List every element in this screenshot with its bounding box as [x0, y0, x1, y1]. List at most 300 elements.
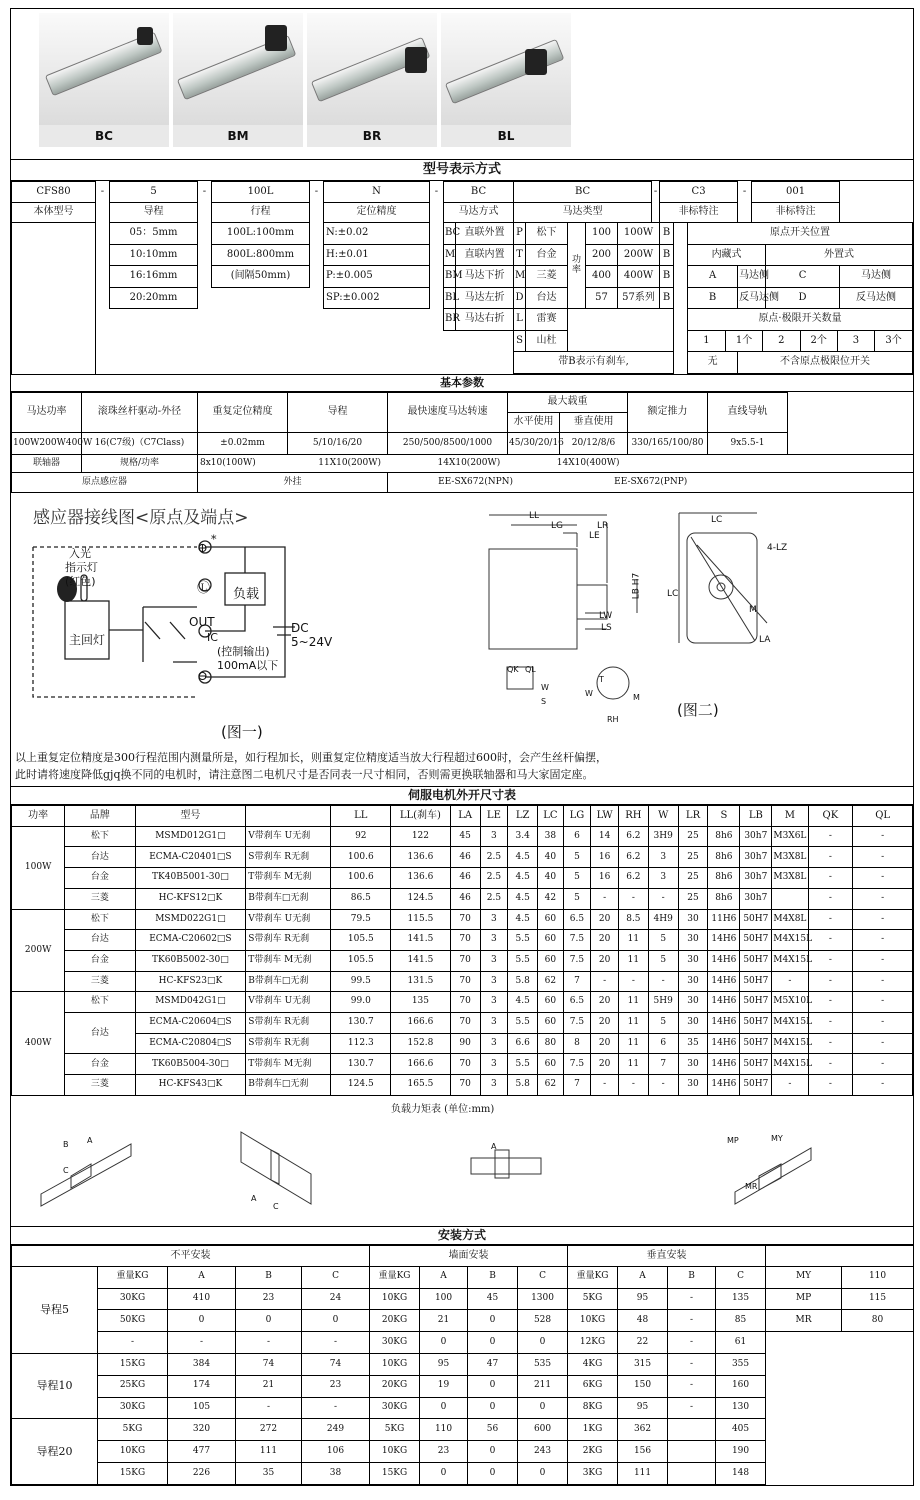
servo-cell: 20: [591, 950, 619, 971]
servo-cell: -: [648, 1075, 678, 1096]
install-cell: 20KG: [370, 1375, 420, 1397]
servo-cell: 3.4: [508, 826, 538, 847]
install-cell: 38: [302, 1463, 370, 1485]
servo-cell: 3: [480, 971, 508, 992]
servo-cell: 20: [591, 909, 619, 930]
install-cell: 226: [168, 1463, 236, 1485]
servo-cell: 70: [450, 971, 480, 992]
install-cell: 85: [716, 1310, 766, 1332]
servo-section: [11, 805, 913, 1096]
servo-cell: -: [591, 888, 619, 909]
servo-cell: 5.8: [508, 971, 538, 992]
servo-cell: 三菱: [65, 888, 135, 909]
servo-cell: 136.6: [391, 868, 451, 889]
servo-cell: ECMA-C20804□S: [135, 1033, 246, 1054]
install-cell: [842, 1332, 914, 1354]
servo-cell: 7.5: [563, 1013, 591, 1034]
servo-cell: 60: [538, 950, 564, 971]
install-cell: 80: [842, 1310, 914, 1332]
servo-row: [12, 868, 913, 889]
servo-cell: 46: [450, 847, 480, 868]
servo-cell: 70: [450, 950, 480, 971]
servo-cell: HC-KFS23□K: [135, 971, 246, 992]
install-sub-head: C: [518, 1266, 568, 1288]
servo-cell: 30h7: [740, 888, 772, 909]
servo-cell: M4X15L: [772, 1033, 808, 1054]
install-section: [11, 1245, 913, 1485]
servo-cell: 3: [480, 1033, 508, 1054]
servo-head: LA: [450, 806, 480, 827]
servo-row: [12, 950, 913, 971]
servo-cell: 台达: [65, 930, 135, 951]
servo-cell: 三菱: [65, 971, 135, 992]
servo-cell: -: [808, 888, 853, 909]
install-cell: 320: [168, 1419, 236, 1441]
servo-cell: B带刹车□无刹: [246, 888, 331, 909]
install-cell: 45: [468, 1288, 518, 1310]
servo-cell: -: [648, 888, 678, 909]
install-cell: 160: [716, 1375, 766, 1397]
servo-cell: 70: [450, 909, 480, 930]
servo-head: 品牌: [65, 806, 135, 827]
servo-head: S: [708, 806, 740, 827]
install-cell: [842, 1441, 914, 1463]
install-sub-head: 重量KG: [98, 1266, 168, 1288]
servo-cell: 8h6: [708, 888, 740, 909]
install-cell: 0: [420, 1463, 468, 1485]
install-cell: -: [668, 1332, 716, 1354]
servo-cell: 20: [591, 1013, 619, 1034]
servo-cell: -: [618, 1075, 648, 1096]
install-cell: -: [98, 1332, 168, 1354]
install-cell: 95: [420, 1353, 468, 1375]
servo-cell: 6.2: [618, 868, 648, 889]
install-cell: [842, 1397, 914, 1419]
servo-cell: -: [808, 1033, 853, 1054]
install-cell: 23: [302, 1375, 370, 1397]
servo-cell: 38: [538, 826, 564, 847]
servo-cell: 62: [538, 1075, 564, 1096]
servo-cell: 8.5: [618, 909, 648, 930]
servo-cell: 30: [678, 909, 708, 930]
note-1: 以上重复定位精度是300行程范围内测量所是，如行程加长，则重复定位精度适当放大行程超过600时，会产生丝杆偏摆，: [15, 751, 607, 764]
install-cell: 48: [618, 1310, 668, 1332]
servo-cell: 台达: [65, 847, 135, 868]
servo-cell: 6.6: [508, 1033, 538, 1054]
servo-cell: MSMD012G1□: [135, 826, 246, 847]
code-special: C3: [660, 182, 738, 203]
servo-cell: S带刹车 R无刹: [246, 1013, 331, 1034]
servo-cell: 松下: [65, 826, 135, 847]
servo-cell: 6.5: [563, 992, 591, 1013]
servo-cell: 30: [678, 950, 708, 971]
code-special-2: 001: [752, 182, 840, 203]
servo-cell: M3X8L: [772, 868, 808, 889]
servo-cell: -: [772, 971, 808, 992]
servo-cell: 5.5: [508, 930, 538, 951]
servo-cell: 台金: [65, 868, 135, 889]
servo-cell: 11: [618, 992, 648, 1013]
servo-row: [12, 1033, 913, 1054]
servo-cell: -: [853, 930, 913, 951]
servo-cell: 8: [563, 1033, 591, 1054]
install-cell: 1300: [518, 1288, 568, 1310]
servo-cell: -: [853, 909, 913, 930]
servo-cell: 50H7: [740, 992, 772, 1013]
servo-cell: 16: [591, 868, 619, 889]
servo-head: LE: [480, 806, 508, 827]
install-cell: 10KG: [98, 1441, 168, 1463]
servo-head: [246, 806, 331, 827]
servo-cell: 79.5: [331, 909, 391, 930]
servo-cell: M4X15L: [772, 1013, 808, 1034]
servo-cell: -: [808, 868, 853, 889]
servo-cell: ECMA-C20604□S: [135, 1013, 246, 1034]
servo-cell: 46: [450, 888, 480, 909]
install-cell: 23: [420, 1441, 468, 1463]
servo-head: 型号: [135, 806, 246, 827]
install-cell: 74: [302, 1353, 370, 1375]
servo-cell: 130.7: [331, 1054, 391, 1075]
install-cell: 15KG: [370, 1463, 420, 1485]
install-row: [12, 1332, 914, 1354]
servo-cell: [772, 888, 808, 909]
install-cell: 0: [168, 1310, 236, 1332]
servo-cell: 60: [538, 992, 564, 1013]
servo-cell: -: [853, 950, 913, 971]
install-cell: 100: [420, 1288, 468, 1310]
install-cell: MY: [766, 1266, 842, 1288]
servo-cell: 112.3: [331, 1033, 391, 1054]
servo-cell: 11: [618, 1033, 648, 1054]
install-cell: [842, 1353, 914, 1375]
code-precision: N: [324, 182, 430, 203]
servo-cell: 165.5: [391, 1075, 451, 1096]
servo-cell: 4.5: [508, 992, 538, 1013]
servo-cell: S带刹车 R无刹: [246, 930, 331, 951]
model-section: [11, 181, 913, 374]
servo-cell: 2.5: [480, 847, 508, 868]
moment-section: 负载力矩表 (单位:mm) B A C A C A MP MY MR: [11, 1096, 913, 1226]
servo-head: LC: [538, 806, 564, 827]
install-cell: -: [668, 1353, 716, 1375]
servo-cell: 14H6: [708, 950, 740, 971]
code-mount: BC: [444, 182, 514, 203]
install-cell: [842, 1419, 914, 1441]
install-cell: -: [668, 1288, 716, 1310]
servo-power: 200W: [12, 909, 65, 992]
servo-cell: 131.5: [391, 971, 451, 992]
servo-cell: 141.5: [391, 950, 451, 971]
servo-cell: -: [853, 1033, 913, 1054]
servo-cell: 100.6: [331, 847, 391, 868]
servo-cell: 6.2: [618, 826, 648, 847]
servo-cell: -: [808, 950, 853, 971]
servo-cell: -: [853, 992, 913, 1013]
servo-cell: 105.5: [331, 950, 391, 971]
install-cell: 15KG: [98, 1463, 168, 1485]
servo-cell: -: [808, 1013, 853, 1034]
servo-cell: 100.6: [331, 868, 391, 889]
install-cell: 0: [236, 1310, 302, 1332]
servo-cell: 5.5: [508, 950, 538, 971]
servo-cell: 14H6: [708, 1033, 740, 1054]
servo-cell: 5.5: [508, 1013, 538, 1034]
install-cell: -: [302, 1397, 370, 1419]
servo-cell: 30: [678, 1054, 708, 1075]
servo-row: [12, 1054, 913, 1075]
servo-cell: 3: [480, 826, 508, 847]
install-cell: 4KG: [568, 1353, 618, 1375]
install-cell: 24: [302, 1288, 370, 1310]
install-row: [12, 1419, 914, 1441]
servo-cell: -: [853, 888, 913, 909]
servo-cell: 70: [450, 1013, 480, 1034]
install-cell: 111: [618, 1463, 668, 1485]
install-cell: 0: [468, 1310, 518, 1332]
install-row: [12, 1310, 914, 1332]
install-cell: 272: [236, 1419, 302, 1441]
servo-cell: 8h6: [708, 826, 740, 847]
install-row: [12, 1353, 914, 1375]
servo-cell: 35: [678, 1033, 708, 1054]
install-cell: [668, 1463, 716, 1485]
servo-cell: 130.7: [331, 1013, 391, 1034]
install-cell: 25KG: [98, 1375, 168, 1397]
servo-cell: 50H7: [740, 950, 772, 971]
servo-cell: 70: [450, 1054, 480, 1075]
install-cell: 1KG: [568, 1419, 618, 1441]
servo-cell: 5: [648, 1013, 678, 1034]
servo-cell: -: [853, 1054, 913, 1075]
servo-cell: 50H7: [740, 1075, 772, 1096]
servo-cell: M5X10L: [772, 992, 808, 1013]
servo-cell: V带刹车 U无刹: [246, 992, 331, 1013]
servo-cell: 11: [618, 930, 648, 951]
servo-cell: -: [591, 1075, 619, 1096]
install-cell: 0: [468, 1463, 518, 1485]
install-cell: 190: [716, 1441, 766, 1463]
servo-cell: 30: [678, 992, 708, 1013]
servo-cell: 11: [618, 1013, 648, 1034]
servo-head: QL: [853, 806, 913, 827]
servo-cell: -: [808, 1054, 853, 1075]
servo-cell: 7.5: [563, 930, 591, 951]
servo-cell: 30h7: [740, 847, 772, 868]
install-cell: 115: [842, 1288, 914, 1310]
install-cell: 8KG: [568, 1397, 618, 1419]
servo-cell: 99.0: [331, 992, 391, 1013]
servo-cell: 4.5: [508, 847, 538, 868]
install-cell: [766, 1375, 842, 1397]
install-cell: 211: [518, 1375, 568, 1397]
servo-cell: 14H6: [708, 930, 740, 951]
code-body: CFS80: [12, 182, 96, 203]
servo-cell: 60: [538, 909, 564, 930]
install-row: [12, 1375, 914, 1397]
install-cell: 355: [716, 1353, 766, 1375]
spec-sheet: [10, 8, 914, 1486]
install-cell: [766, 1353, 842, 1375]
servo-row: [12, 888, 913, 909]
servo-cell: S带刹车 R无刹: [246, 1033, 331, 1054]
servo-cell: -: [808, 847, 853, 868]
install-cell: 0: [420, 1397, 468, 1419]
servo-cell: 7: [563, 1075, 591, 1096]
servo-cell: 4.5: [508, 888, 538, 909]
servo-cell: 46: [450, 868, 480, 889]
servo-cell: M3X8L: [772, 847, 808, 868]
servo-cell: 7: [563, 971, 591, 992]
servo-cell: 25: [678, 826, 708, 847]
install-mode: 墙面安装: [370, 1246, 568, 1267]
servo-cell: 30: [678, 930, 708, 951]
servo-cell: 25: [678, 888, 708, 909]
servo-head: LB: [740, 806, 772, 827]
install-cell: -: [236, 1332, 302, 1354]
install-cell: 5KG: [370, 1419, 420, 1441]
basic-table: 马达功率 滚珠丝杆驱动-外径 重复定位精度 导程 最快速度马达转速 最大载重 额定推力 直线导轨 水平使用 垂直使用 100W200W400W 16(C7级)（C7Class) ±0.02mm 5/10/16/20 250/500/8500/1000 45/30/20/16 20/12/8/6 330/165/100/80 9x5.5-1 联轴器 规格/功率 8x10(100W) 11X10(200W) 14X10(200W) 14X10(400W) 原点感应器 外挂 EE-SX672(NPN) EE-SX672(PNP): [11, 392, 914, 493]
install-cell: 0: [468, 1397, 518, 1419]
servo-head: LZ: [508, 806, 538, 827]
basic-section: [11, 392, 913, 492]
servo-cell: 5: [563, 868, 591, 889]
servo-cell: 105.5: [331, 930, 391, 951]
install-cell: [766, 1441, 842, 1463]
servo-cell: 11: [618, 1054, 648, 1075]
install-cell: 6KG: [568, 1375, 618, 1397]
install-cell: [668, 1441, 716, 1463]
install-cell: [766, 1332, 842, 1354]
servo-cell: 124.5: [331, 1075, 391, 1096]
servo-cell: -: [808, 971, 853, 992]
servo-cell: 80: [538, 1033, 564, 1054]
servo-cell: 3: [480, 1075, 508, 1096]
install-cell: 135: [716, 1288, 766, 1310]
install-cell: 21: [236, 1375, 302, 1397]
servo-cell: 14H6: [708, 1075, 740, 1096]
servo-cell: 122: [391, 826, 451, 847]
model-table: CFS80 - 5 - 100L - N - BC BC - C3 - 001 本体型号 导程 行程 定位精度 马达方式 马达类型 非标特注 非标特注 05：5mm 100L:100mm N:±0.02 BC 直联外置 P 松下 功率 100 100W B 原点开关位置 10:10mm 800L:800mm H:±0.01 M 直联内置 T 台金 200 200W B 内藏式 外置式 16:16mm (间隔50mm) P:±0.005 BM 马达下折 M 三菱 400 400W B A 马达侧 C 马达侧 20:20mm SP:±0.002 BL 马达左折 D 台达 57 57系列 B B 反马达侧 D 反马达侧 BR 马达右折 L 雷赛 原点·极限开关数量 S 山杜 1 1个 2 2个 3 3个 带B表示有刹车, 无 不含原点极限位开关: [11, 181, 913, 374]
servo-cell: -: [853, 868, 913, 889]
servo-cell: 70: [450, 930, 480, 951]
servo-cell: 50H7: [740, 971, 772, 992]
servo-cell: -: [808, 1075, 853, 1096]
install-title: 安装方式: [11, 1226, 913, 1245]
servo-cell: 5: [648, 950, 678, 971]
servo-cell: M4X15L: [772, 950, 808, 971]
install-cell: 0: [518, 1463, 568, 1485]
install-cell: 150: [618, 1375, 668, 1397]
servo-cell: HC-KFS12□K: [135, 888, 246, 909]
servo-cell: 5.8: [508, 1075, 538, 1096]
servo-row: [12, 826, 913, 847]
servo-cell: 3: [480, 930, 508, 951]
servo-cell: 152.8: [391, 1033, 451, 1054]
servo-cell: 4H9: [648, 909, 678, 930]
servo-cell: -: [808, 909, 853, 930]
install-cell: [766, 1419, 842, 1441]
servo-cell: 25: [678, 847, 708, 868]
install-lead: 导程10: [12, 1353, 98, 1418]
servo-head: W: [648, 806, 678, 827]
install-cell: 10KG: [370, 1288, 420, 1310]
servo-cell: 60: [538, 1054, 564, 1075]
install-cell: 61: [716, 1332, 766, 1354]
install-cell: 148: [716, 1463, 766, 1485]
product-photo-bl: BL: [441, 13, 571, 147]
install-mode: 不平安装: [12, 1246, 370, 1267]
install-cell: 110: [842, 1266, 914, 1288]
install-cell: MP: [766, 1288, 842, 1310]
install-cell: 21: [420, 1310, 468, 1332]
install-cell: -: [302, 1332, 370, 1354]
servo-head: LL: [331, 806, 391, 827]
install-cell: [766, 1397, 842, 1419]
install-cell: -: [168, 1332, 236, 1354]
install-cell: 384: [168, 1353, 236, 1375]
servo-cell: -: [618, 971, 648, 992]
servo-head: LR: [678, 806, 708, 827]
install-cell: 0: [468, 1375, 518, 1397]
install-row: [12, 1288, 914, 1310]
servo-cell: V带刹车 U无刹: [246, 826, 331, 847]
servo-cell: 45: [450, 826, 480, 847]
install-cell: 30KG: [370, 1397, 420, 1419]
servo-cell: 6: [563, 826, 591, 847]
install-row: [12, 1397, 914, 1419]
servo-cell: 166.6: [391, 1054, 451, 1075]
servo-cell: 135: [391, 992, 451, 1013]
servo-cell: 30: [678, 971, 708, 992]
install-cell: [668, 1419, 716, 1441]
install-cell: 10KG: [370, 1353, 420, 1375]
servo-cell: 16: [591, 847, 619, 868]
servo-cell: 5.5: [508, 1054, 538, 1075]
servo-cell: -: [618, 888, 648, 909]
code-stroke: 100L: [212, 182, 310, 203]
install-cell: 156: [618, 1441, 668, 1463]
servo-cell: TK60B5002-30□: [135, 950, 246, 971]
install-cell: -: [668, 1397, 716, 1419]
servo-cell: -: [648, 971, 678, 992]
servo-cell: TK60B5004-30□: [135, 1054, 246, 1075]
servo-cell: 2.5: [480, 888, 508, 909]
install-cell: 20KG: [370, 1310, 420, 1332]
servo-head: RH: [618, 806, 648, 827]
wiring-title: 感应器接线图<原点及端点>: [33, 508, 249, 528]
install-cell: 3KG: [568, 1463, 618, 1485]
figure-2-caption: (图二): [677, 701, 719, 719]
install-cell: 130: [716, 1397, 766, 1419]
servo-cell: 50H7: [740, 1033, 772, 1054]
servo-cell: 3: [648, 847, 678, 868]
install-cell: 0: [518, 1332, 568, 1354]
servo-cell: 松下: [65, 909, 135, 930]
servo-cell: M4X15L: [772, 930, 808, 951]
servo-power: 400W: [12, 992, 65, 1096]
product-photo-bc: BC: [39, 13, 169, 147]
servo-cell: 8h6: [708, 868, 740, 889]
servo-cell: 20: [591, 1033, 619, 1054]
servo-cell: 11: [618, 950, 648, 971]
servo-cell: 6: [648, 1033, 678, 1054]
servo-row: [12, 1013, 913, 1034]
code-motor-type: BC: [514, 182, 652, 203]
install-sub-head: A: [168, 1266, 236, 1288]
servo-cell: -: [853, 826, 913, 847]
servo-cell: 124.5: [391, 888, 451, 909]
